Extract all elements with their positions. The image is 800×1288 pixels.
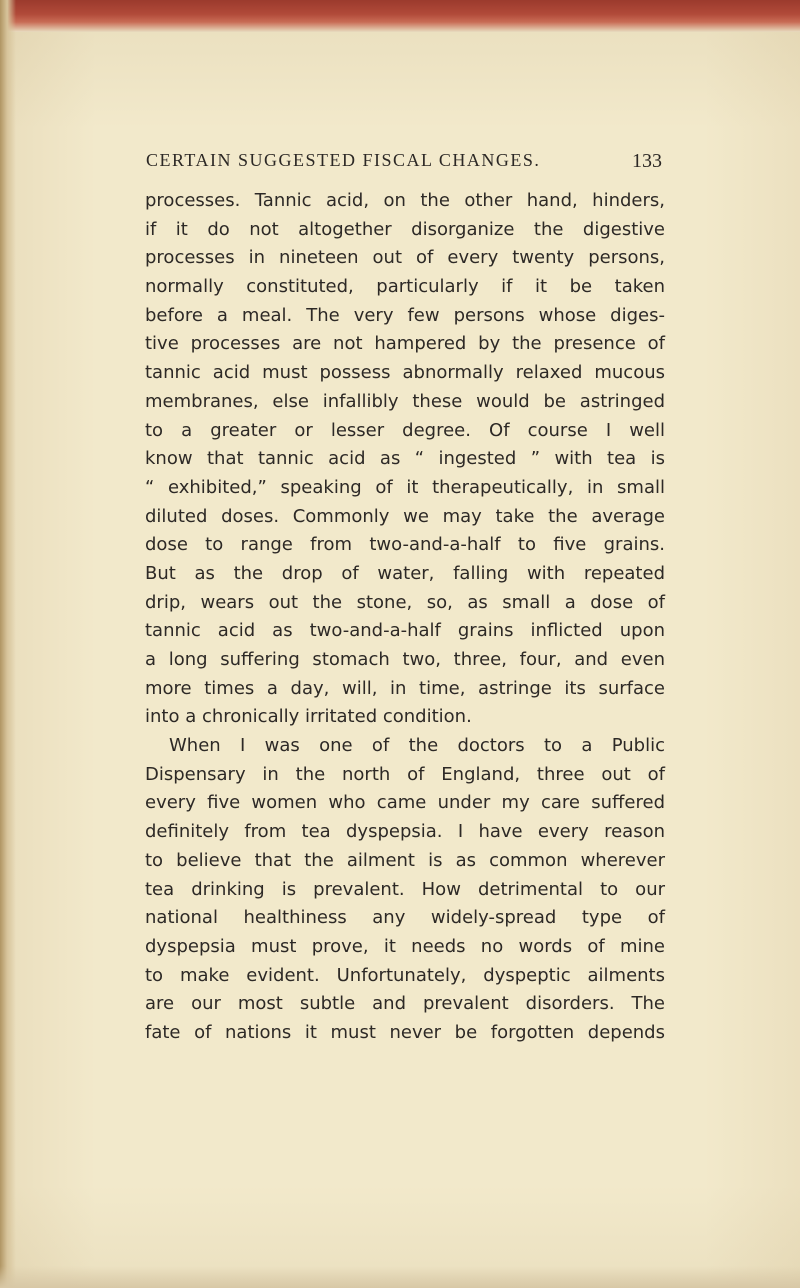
body-text [145,187,665,1048]
text-line: normally constituted, particularly if it be taken [145,276,665,298]
text-line: into a chronically irritated condition. [145,706,472,728]
text-line: definitely from tea dyspepsia. I have every reason [145,821,665,843]
text-line: dose to range from two-and-a-half to five grains. [145,534,665,556]
page-header [146,150,662,176]
text-line: membranes, else infallibly these would be astringed [145,390,665,412]
text-line: tea drinking is prevalent. How detrimental to our [145,878,665,900]
text-line: to believe that the ailment is as common wherever [145,849,665,871]
text-line: “ exhibited,” speaking of it therapeutically, in small [145,476,665,498]
text-line: if it do not altogether disorganize the digestive [145,218,665,240]
text-line: When I was one of the doctors to a Public [169,735,665,757]
text-line: before a meal. The very few persons whose diges- [145,304,665,326]
text-line: to make evident. Unfortunately, dyspeptic ailments [145,964,665,986]
text-line: more times a day, will, in time, astringe its surface [145,677,665,699]
text-line: diluted doses. Commonly we may take the average [145,505,665,527]
text-line: tive processes are not hampered by the presence of [145,333,665,355]
text-line: to a greater or lesser degree. Of course I well [145,419,665,441]
page-top-edge [0,0,800,32]
text-line: know that tannic acid as “ ingested ” with tea is [145,448,665,470]
page-binding-edge [0,0,16,1288]
text-line: But as the drop of water, falling with repeated [145,562,665,584]
text-line: every five women who came under my care suffered [145,792,665,814]
text-line: drip, wears out the stone, so, as small a dose of [145,591,665,613]
running-head: CERTAIN SUGGESTED FISCAL CHANGES. [146,150,541,170]
text-line: tannic acid must possess abnormally relaxed mucous [145,362,665,384]
text-line: tannic acid as two-and-a-half grains inflicted upon [145,620,665,642]
text-line: processes. Tannic acid, on the other hand, hinders, [145,190,665,211]
text-line: Dispensary in the north of England, three out of [145,763,665,785]
text-line: national healthiness any widely-spread type of [145,907,665,929]
text-line: a long suffering stomach two, three, four, and even [145,649,665,670]
text-line: are our most subtle and prevalent disorders. The [145,993,665,1015]
text-line: fate of nations it must never be forgotten depends [145,1021,665,1043]
text-line: dyspepsia must prove, it needs no words of mine [145,935,665,957]
text-line: processes in nineteen out of every twenty persons, [145,247,665,269]
page-bottom-edge [0,1266,800,1288]
page-number: 133 [632,150,662,172]
